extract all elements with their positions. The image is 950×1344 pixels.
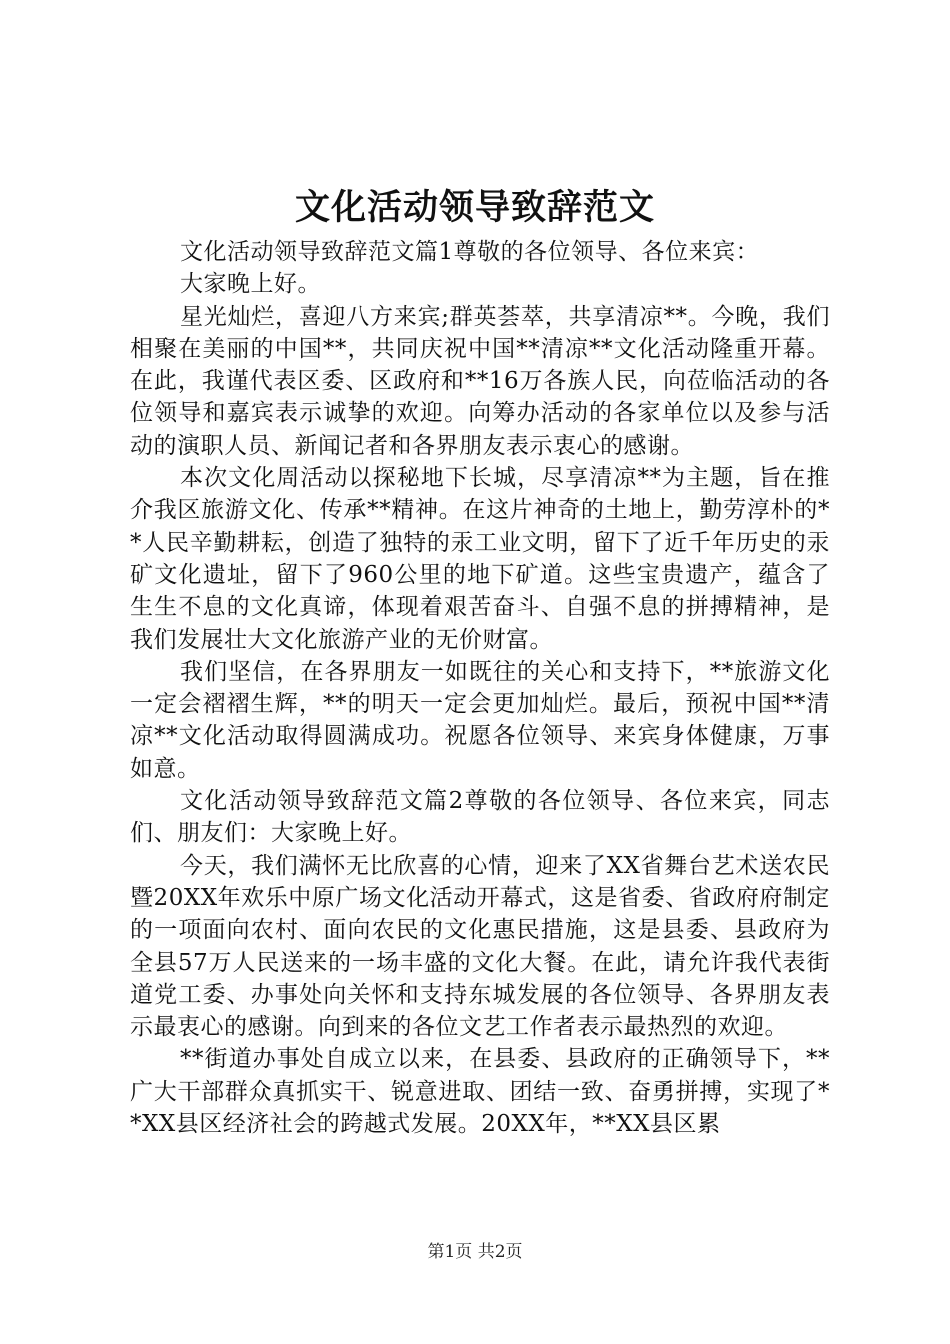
page-number-footer: 第1页 共2页 bbox=[427, 1242, 523, 1262]
document-body bbox=[130, 236, 830, 1140]
paragraph: 星光灿烂，喜迎八方来宾;群英荟萃，共享清凉**。今晚，我们相聚在美丽的中国**，共同庆祝中国**清凉**文化活动隆重开幕。在此，我谨代表区委、区政府和**16万各族人民，向莅临活动的各位领导和嘉宾表示诚挚的欢迎。向筹办活动的各家单位以及参与活动的演职人员、新闻记者和各界朋友表示衷心的感谢。 bbox=[130, 303, 830, 459]
document-title: 文化活动领导致辞范文 bbox=[294, 187, 655, 228]
paragraph: 文化活动领导致辞范文篇1尊敬的各位领导、各位来宾： bbox=[180, 239, 760, 265]
paragraph: 我们坚信，在各界朋友一如既往的关心和支持下，**旅游文化一定会褶褶生辉，**的明天一定会更加灿烂。最后，预祝中国**清凉**文化活动取得圆满成功。祝愿各位领导、来宾身体健康，万事如意。 bbox=[130, 658, 830, 782]
paragraph: 大家晚上好。 bbox=[180, 271, 321, 298]
paragraph: 今天，我们满怀无比欣喜的心情，迎来了XX省舞台艺术送农民暨20XX年欢乐中原广场文化活动开幕式，这是省委、省政府府制定的一项面向农村、面向农民的文化惠民措施，这是县委、县政府为全县57万人民送来的一场丰盛的文化大餐。在此，请允许我代表街道党工委、办事处向关怀和支持东城发展的各位领导、各界朋友表示最衷心的感谢。向到来的各位文艺工作者表示最热烈的欢迎。 bbox=[130, 852, 830, 1041]
paragraph: 文化活动领导致辞范文篇2尊敬的各位领导、各位来宾，同志们、朋友们：大家晚上好。 bbox=[130, 788, 830, 847]
paragraph: **街道办事处自成立以来，在县委、县政府的正确领导下，**广大干部群众真抓实干、锐意进取、团结一致、奋勇拼搏，实现了**XX县区经济社会的跨越式发展。20XX年，**XX县区累 bbox=[130, 1046, 830, 1138]
paragraph: 本次文化周活动以探秘地下长城，尽享清凉**为主题，旨在推介我区旅游文化、传承**精神。在这片神奇的土地上，勤劳淳朴的**人民辛勤耕耘，创造了独特的汞工业文明，留下了近千年历史的汞矿文化遗址，留下了960公里的地下矿道。这些宝贵遗产，蕴含了生生不息的文化真谛，体现着艰苦奋斗、自强不息的拼搏精神，是我们发展壮大文化旅游产业的无价财富。 bbox=[130, 465, 830, 653]
